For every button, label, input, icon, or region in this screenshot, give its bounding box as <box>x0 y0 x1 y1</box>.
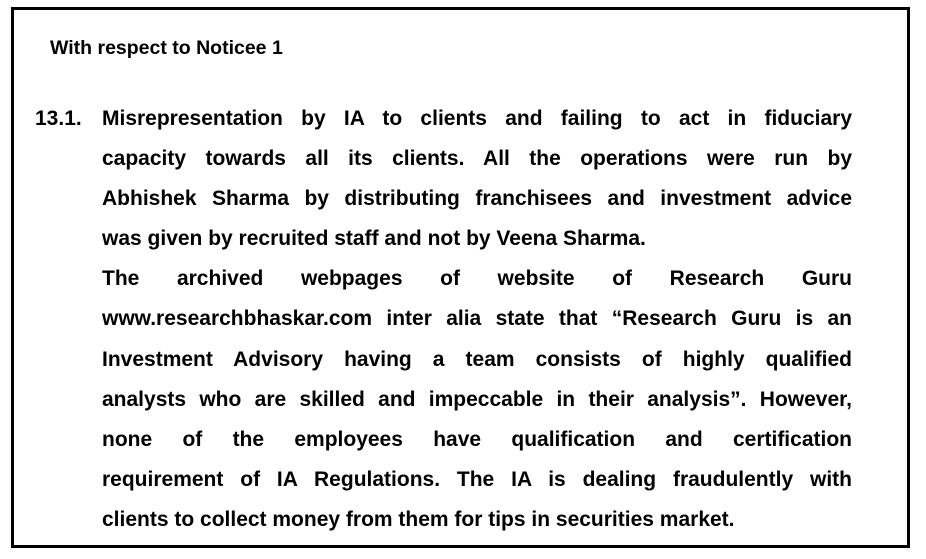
section-heading: With respect to Noticee 1 <box>50 37 283 59</box>
paragraph-line: clients to collect money from them for tips in securities market. <box>102 507 735 531</box>
paragraph-line: capacity towards all its clients. All the operations were run by <box>102 147 852 171</box>
paragraph-line: www.researchbhaskar.com inter alia state that “Research Guru is an <box>102 307 852 331</box>
paragraph-line: analysts who are skilled and impeccable in their analysis”. However, <box>102 387 852 411</box>
paragraph-line: requirement of IA Regulations. The IA is dealing fraudulently with <box>102 467 852 491</box>
paragraph-line: The archived webpages of website of Research Guru <box>102 267 852 291</box>
paragraph-body <box>102 99 852 540</box>
paragraph-line: Misrepresentation by IA to clients and failing to act in fiduciary <box>102 107 852 130</box>
paragraph-line: none of the employees have qualification and certification <box>102 427 852 451</box>
document-frame <box>11 7 910 548</box>
paragraph-line: Abhishek Sharma by distributing franchisees and investment advice <box>102 187 852 211</box>
paragraph-line: was given by recruited staff and not by Veena Sharma. <box>102 227 646 251</box>
paragraph-number: 13.1. <box>35 107 82 130</box>
paragraph-line: Investment Advisory having a team consists of highly qualified <box>102 347 852 371</box>
